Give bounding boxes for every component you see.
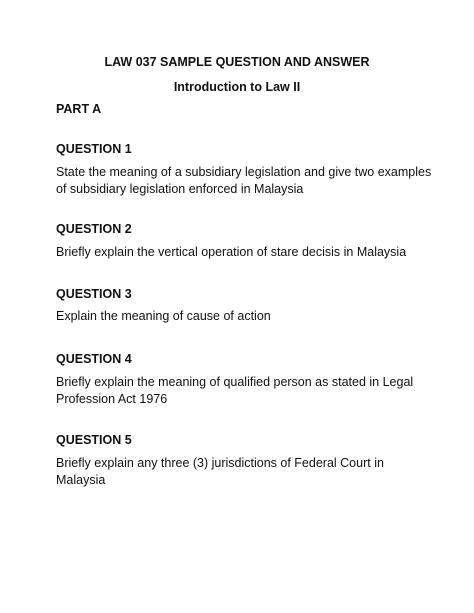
question-2-heading: QUESTION 2 — [56, 222, 132, 236]
question-3-text: Explain the meaning of cause of action — [56, 309, 271, 323]
question-1-heading: QUESTION 1 — [56, 142, 132, 156]
question-5-text: Briefly explain any three (3) jurisdictions of Federal Court in Malaysia — [56, 456, 384, 487]
question-4-text: Briefly explain the meaning of qualified person as stated in Legal Profession Act 1976 — [56, 375, 414, 406]
part-heading: PART A — [56, 102, 102, 116]
document-subtitle: Introduction to Law II — [173, 80, 301, 94]
question-4-heading: QUESTION 4 — [56, 352, 132, 366]
question-1-text: State the meaning of a subsidiary legislation and give two examples of subsidiary legislation enforced in Malaysia — [56, 165, 432, 196]
document-title: LAW 037 SAMPLE QUESTION AND ANSWER — [104, 55, 370, 69]
question-5-heading: QUESTION 5 — [56, 433, 132, 447]
question-2-text: Briefly explain the vertical operation of stare decisis in Malaysia — [56, 245, 407, 259]
question-3-heading: QUESTION 3 — [56, 287, 132, 301]
